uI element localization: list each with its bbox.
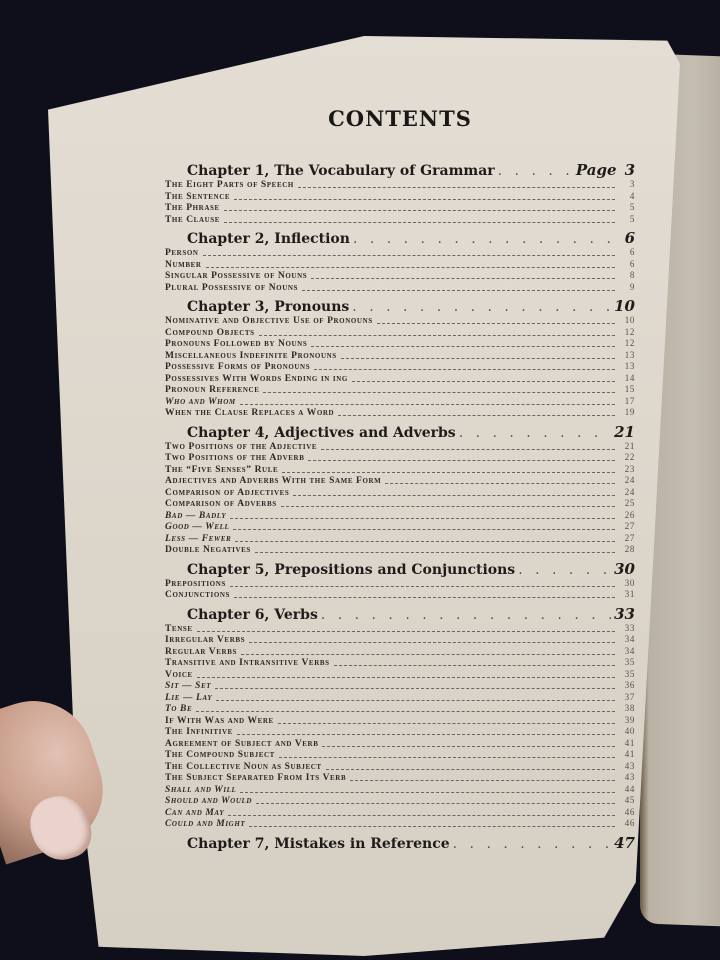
entry-label: Miscellaneous Indefinite Pronouns [165, 350, 337, 361]
chapter-heading[interactable] [187, 229, 635, 247]
toc-entry[interactable] [165, 784, 635, 796]
toc-entry[interactable] [165, 680, 635, 692]
toc-entry[interactable] [165, 464, 635, 476]
entry-label: The Compound Subject [165, 750, 275, 760]
entry-label: Two Positions of the Adjective [165, 441, 318, 452]
entry-page-number: 34 [624, 645, 635, 656]
entry-page-number: 30 [624, 577, 635, 588]
entry-label: Lie — Lay [165, 692, 213, 703]
chapter-section [165, 229, 635, 293]
toc-entry[interactable] [165, 510, 635, 522]
toc-entry[interactable] [165, 669, 635, 681]
chapter-page-number: 47 [614, 833, 635, 852]
toc-entry[interactable] [165, 315, 635, 327]
entry-page-number: 6 [629, 247, 635, 257]
dash-leader [230, 580, 615, 587]
dash-leader [352, 375, 615, 382]
entry-label: The Eight Parts of Speech [165, 180, 294, 190]
entry-page-number: 39 [624, 714, 635, 725]
entry-page-number: 45 [624, 795, 635, 805]
dash-leader [322, 740, 615, 747]
toc-entry[interactable] [165, 396, 635, 408]
entry-label: Tense [165, 623, 193, 634]
dash-leader [197, 671, 615, 678]
chapter-page-number: 21 [614, 422, 635, 441]
entry-label: Double Negatives [165, 545, 251, 555]
toc-entry[interactable] [165, 533, 635, 545]
entry-label: Person [165, 248, 199, 258]
chapter-section [165, 423, 635, 556]
dash-leader [311, 272, 615, 279]
page-label: Page [575, 161, 617, 179]
toc-entry[interactable] [165, 544, 635, 556]
toc-entry[interactable] [165, 270, 635, 282]
entry-page-number: 37 [624, 691, 635, 702]
entry-label: The Infinitive [165, 727, 233, 737]
toc-entry[interactable] [165, 214, 635, 226]
entry-page-number: 31 [624, 589, 635, 599]
entry-label: Shall and Will [165, 784, 237, 795]
entry-page-number: 36 [624, 680, 635, 690]
dash-leader [203, 249, 615, 256]
entry-label: The Clause [165, 214, 221, 225]
toc-entry[interactable] [165, 179, 635, 191]
chapter-heading[interactable] [187, 834, 635, 852]
entry-page-number: 25 [624, 498, 635, 508]
dash-leader [278, 717, 615, 724]
entry-page-number: 13 [624, 361, 635, 371]
toc-entry[interactable] [165, 202, 635, 214]
dash-leader [256, 797, 615, 804]
toc-entry[interactable] [165, 191, 635, 203]
dash-leader [233, 523, 615, 530]
toc-entry[interactable] [165, 646, 635, 658]
entry-page-number: 3 [629, 179, 635, 189]
entry-label: To Be [165, 704, 193, 714]
entry-label: Adjectives and Adverbs With the Same Form [165, 476, 382, 486]
entry-label: Transitive and Intransitive Verbs [165, 658, 330, 668]
entry-page-number: 41 [624, 737, 635, 748]
entry-page-number: 10 [624, 315, 635, 325]
chapter-heading[interactable] [187, 423, 635, 441]
dash-leader [259, 329, 615, 336]
toc-entry[interactable] [165, 726, 635, 738]
chapter-title: Chapter 1, The Vocabulary of Grammar [187, 163, 495, 179]
dash-leader [311, 340, 615, 347]
entry-label: Regular Verbs [165, 646, 237, 657]
entry-page-number: 19 [624, 407, 635, 417]
dash-leader [240, 398, 615, 405]
entry-label: If With Was and Were [165, 715, 274, 726]
toc-entry[interactable] [165, 715, 635, 727]
entry-page-number: 4 [629, 190, 635, 201]
dash-leader [241, 648, 615, 655]
dash-leader [385, 477, 615, 484]
dot-leader [353, 231, 622, 247]
entry-label: Who and Whom [165, 396, 236, 407]
entry-label: When the Clause Replaces a Word [165, 408, 335, 418]
dash-leader [341, 352, 615, 359]
entry-label: Irregular Verbs [165, 635, 246, 645]
dash-leader [279, 751, 615, 758]
dash-leader [377, 317, 615, 324]
entry-page-number: 21 [624, 440, 635, 451]
dash-leader [196, 705, 615, 712]
dash-leader [308, 454, 615, 461]
entry-page-number: 27 [624, 532, 635, 543]
toc-entry[interactable] [165, 327, 635, 339]
chapter-title: Chapter 3, Pronouns [187, 299, 350, 315]
entry-page-number: 27 [624, 521, 635, 531]
entry-page-number: 44 [624, 783, 635, 794]
entry-page-number: 35 [624, 668, 635, 679]
dash-leader [197, 625, 615, 632]
toc-entry[interactable] [165, 623, 635, 635]
entry-page-number: 46 [624, 806, 635, 817]
entry-page-number: 17 [624, 395, 635, 406]
dash-leader [338, 409, 615, 416]
entry-label: The Phrase [165, 203, 220, 213]
entry-label: Can and May [165, 807, 225, 818]
toc-entry[interactable] [165, 818, 635, 830]
entry-page-number: 5 [629, 213, 635, 224]
dash-leader [293, 489, 615, 496]
entry-page-number: 24 [624, 475, 635, 485]
dot-leader [459, 425, 611, 441]
chapter-section [165, 605, 635, 830]
dot-leader [518, 562, 611, 578]
toc-entry[interactable] [165, 350, 635, 362]
chapter-title: Chapter 4, Adjectives and Adverbs [187, 424, 456, 441]
dash-leader [321, 443, 615, 450]
entry-page-number: 34 [624, 634, 635, 644]
entry-page-number: 41 [624, 749, 635, 759]
entry-label: Conjunctions [165, 590, 231, 600]
entry-label: Could and Might [165, 819, 246, 829]
chapter-heading[interactable] [187, 605, 635, 623]
dash-leader [235, 535, 615, 542]
entry-label: Singular Possessive of Nouns [165, 271, 308, 281]
dash-leader [237, 728, 615, 735]
dash-leader [215, 682, 615, 689]
entry-page-number: 5 [629, 202, 635, 212]
dash-leader [249, 636, 615, 643]
dash-leader [302, 284, 615, 291]
toc-entry[interactable] [165, 259, 635, 271]
chapter-section [165, 834, 635, 852]
toc-entry[interactable] [165, 703, 635, 715]
toc-entry[interactable] [165, 772, 635, 784]
dash-leader [224, 204, 615, 211]
entry-label: Possessive Forms of Pronouns [165, 362, 311, 372]
toc-entry[interactable] [165, 498, 635, 510]
entry-label: Nominative and Objective Use of Pronouns [165, 316, 373, 326]
entry-page-number: 15 [624, 384, 635, 394]
entry-page-number: 43 [624, 760, 635, 771]
chapter-section [165, 297, 635, 419]
chapter-heading[interactable] [187, 161, 635, 179]
entry-label: Plural Possessive of Nouns [165, 282, 298, 293]
entry-label: Pronouns Followed by Nouns [165, 339, 308, 349]
dash-leader [281, 500, 615, 507]
dot-leader [453, 836, 611, 852]
entry-label: The Collective Noun as Subject [165, 761, 322, 772]
dash-leader [334, 659, 615, 666]
entry-label: Comparison of Adverbs [165, 499, 277, 509]
dash-leader [234, 591, 615, 598]
dash-leader [314, 363, 615, 370]
entry-page-number: 23 [624, 463, 635, 474]
entry-page-number: 12 [624, 338, 635, 348]
entry-label: Bad — Badly [165, 510, 227, 521]
thumbnail [23, 789, 98, 868]
toc-entry[interactable] [165, 407, 635, 419]
chapter-title: Chapter 6, Verbs [187, 606, 318, 623]
dot-leader [352, 299, 611, 315]
toc-entry[interactable] [165, 338, 635, 350]
entry-page-number: 40 [624, 726, 635, 736]
chapter-title: Chapter 5, Prepositions and Conjunctions [187, 561, 516, 578]
entry-page-number: 9 [629, 281, 635, 292]
toc-entry[interactable] [165, 761, 635, 773]
toc-entry[interactable] [165, 589, 635, 601]
dash-leader [282, 466, 615, 473]
chapter-page-number: 3 [624, 161, 635, 179]
chapter-section [165, 560, 635, 601]
entry-label: Compound Objects [165, 327, 255, 338]
toc-entry[interactable] [165, 282, 635, 294]
entry-label: The Sentence [165, 191, 231, 202]
dash-leader [224, 216, 615, 223]
entry-label: Sit — Set [165, 681, 212, 691]
chapter-page-number: 33 [614, 604, 635, 623]
toc-entry[interactable] [165, 361, 635, 373]
dash-leader [249, 820, 615, 827]
entry-page-number: 12 [624, 326, 635, 337]
chapter-page-number: 10 [614, 297, 635, 315]
entry-label: Comparison of Adjectives [165, 487, 290, 498]
dash-leader [326, 763, 615, 770]
toc-entry[interactable] [165, 487, 635, 499]
entry-label: The “Five Senses” Rule [165, 464, 279, 475]
dash-leader [298, 181, 615, 188]
dash-leader [255, 546, 615, 553]
dot-leader [498, 163, 573, 179]
entry-page-number: 6 [629, 258, 635, 269]
dash-leader [350, 774, 615, 781]
toc-entry[interactable] [165, 441, 635, 453]
dash-leader [230, 512, 615, 519]
toc-entry[interactable] [165, 475, 635, 487]
toc-entry[interactable] [165, 749, 635, 761]
dash-leader [234, 193, 615, 200]
dash-leader [263, 386, 615, 393]
entry-page-number: 46 [624, 818, 635, 828]
entry-page-number: 35 [624, 657, 635, 667]
table-of-contents [165, 106, 635, 856]
chapter-section [165, 161, 635, 225]
page-title: CONTENTS [328, 106, 472, 131]
dash-leader [206, 261, 615, 268]
toc-entry[interactable] [165, 738, 635, 750]
dash-leader [228, 809, 615, 816]
entry-page-number: 8 [629, 270, 635, 280]
dot-leader [321, 607, 611, 623]
entry-label: Possessives With Words Ending in ing [165, 373, 348, 384]
toc-entry[interactable] [165, 807, 635, 819]
entry-label: Two Positions of the Adverb [165, 453, 305, 463]
entry-label: Pronoun Reference [165, 385, 260, 395]
entry-label: Agreement of Subject and Verb [165, 738, 319, 749]
entry-page-number: 28 [624, 544, 635, 554]
entry-label: Good — Well [165, 522, 230, 532]
toc-entry[interactable] [165, 657, 635, 669]
entry-label: The Subject Separated From Its Verb [165, 773, 347, 783]
entry-page-number: 26 [624, 509, 635, 520]
entry-page-number: 14 [624, 372, 635, 383]
entry-page-number: 24 [624, 486, 635, 497]
chapter-title: Chapter 7, Mistakes in Reference [187, 835, 450, 852]
chapter-page-number: 30 [614, 559, 635, 578]
chapter-title: Chapter 2, Inflection [187, 231, 350, 247]
entry-page-number: 33 [624, 622, 635, 633]
chapter-heading[interactable] [187, 560, 635, 578]
entry-page-number: 38 [624, 703, 635, 713]
entry-page-number: 13 [624, 349, 635, 360]
toc-entry[interactable] [165, 452, 635, 464]
entry-label: Should and Would [165, 796, 253, 806]
entry-label: Prepositions [165, 578, 226, 589]
toc-entry[interactable] [165, 634, 635, 646]
toc-entry[interactable] [165, 247, 635, 259]
chapter-page-number: 6 [624, 229, 635, 247]
toc-entry[interactable] [165, 578, 635, 590]
toc-entry[interactable] [165, 795, 635, 807]
toc-entry[interactable] [165, 692, 635, 704]
dash-leader [240, 786, 615, 793]
entry-page-number: 22 [624, 452, 635, 462]
toc-entry[interactable] [165, 521, 635, 533]
chapter-list [165, 161, 635, 852]
entry-page-number: 43 [624, 772, 635, 782]
toc-entry[interactable] [165, 384, 635, 396]
toc-entry[interactable] [165, 373, 635, 385]
entry-label: Number [165, 259, 202, 270]
entry-label: Less — Fewer [165, 533, 232, 544]
dash-leader [216, 694, 615, 701]
chapter-heading[interactable] [187, 297, 635, 315]
entry-label: Voice [165, 669, 193, 680]
